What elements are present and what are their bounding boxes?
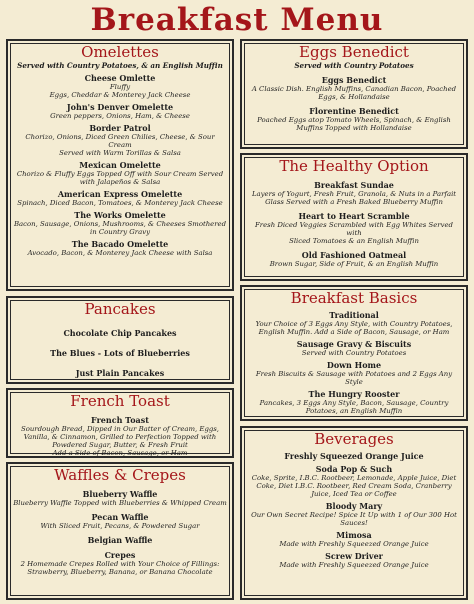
section-breakfast-basics <box>240 285 468 421</box>
menu-item-description: Eggs, Cheddar & Monterey Jack Cheese <box>49 91 191 99</box>
menu-item-description: With Sliced Fruit, Pecans, & Powdered Sugar <box>40 522 200 530</box>
section-waffles-crepes <box>6 462 234 600</box>
menu-item-description: Served with Country Potatoes <box>301 349 407 357</box>
menu-item-description: Chorizo, Onions, Diced Green Chilies, Cheese, & Sour Cream <box>25 133 215 149</box>
menu-item <box>247 361 461 386</box>
menu-item-name: Chocolate Chip Pancakes <box>63 328 177 338</box>
menu-item-description: Vanilla, & Cinnamon, Grilled to Perfection Topped with <box>23 433 217 441</box>
menu-item-name: Old Fashioned Oatmeal <box>301 250 407 260</box>
section-title: Omelettes <box>81 43 159 61</box>
menu-item <box>247 76 461 101</box>
menu-item-name: Border Patrol <box>89 123 151 133</box>
menu-item-name: Belgian Waffle <box>87 535 153 545</box>
menu-item <box>13 211 227 236</box>
menu-item-description: Fresh Diced Veggies Scrambled with Egg Whites Served with <box>255 221 453 237</box>
section-beverages <box>240 426 468 600</box>
menu-item-description: Pancakes, 3 Eggs Any Style, Bacon, Sausage, Country <box>259 399 449 407</box>
menu-item-description: Sliced Tomatoes & an English Muffin <box>289 237 419 245</box>
menu-item-name: The Works Omelette <box>74 210 166 220</box>
menu-item <box>247 212 461 245</box>
menu-item <box>247 181 461 206</box>
menu-item <box>247 552 461 569</box>
menu-item-description: Fresh Biscuits & Sausage with Potatoes and 2 Eggs Any Style <box>255 370 453 386</box>
menu-item-description: Coke, Sprite, I.B.C. Rootbeer, Lemonade, Apple Juice, Diet <box>251 474 457 482</box>
menu-item-name: French Toast <box>91 415 149 425</box>
menu-item-description: Sauces! <box>340 519 368 527</box>
menu-item-description: Avocado, Bacon, & Monterey Jack Cheese with Salsa <box>27 249 213 257</box>
menu-item <box>13 513 227 530</box>
menu-item-description: Fluffy <box>109 83 131 91</box>
menu-title: Breakfast Menu <box>90 2 384 38</box>
menu-item-name: Florentine Benedict <box>309 106 399 116</box>
section-title: Pancakes <box>84 300 156 318</box>
menu-item <box>13 490 227 507</box>
menu-item-name: Blueberry Waffle <box>82 489 158 499</box>
menu-item-name: Heart to Heart Scramble <box>298 211 410 221</box>
section-omelettes <box>6 39 234 291</box>
menu-item <box>13 329 227 338</box>
section-title: The Healthy Option <box>279 157 429 175</box>
menu-item-name: The Blues - Lots of Blueberries <box>50 348 190 358</box>
menu-item-name: Pecan Waffle <box>91 512 149 522</box>
menu-item <box>247 251 461 268</box>
menu-item-description: Bacon, Sausage, Onions, Mushrooms, & Cheeses Smothered <box>13 220 227 228</box>
menu-item <box>247 502 461 527</box>
menu-item-description: 2 Homemade Crepes Rolled with Your Choice of Fillings: <box>20 560 220 568</box>
menu-item-name: The Bacado Omelette <box>71 239 169 249</box>
menu-item-name: Screw Driver <box>325 551 383 561</box>
menu-item-description: Made with Freshly Squeezed Orange Juice <box>279 561 429 569</box>
menu-item <box>247 311 461 336</box>
menu-item-description: Your Choice of 3 Eggs Any Style, with Country Potatoes, <box>255 320 453 328</box>
section-title: Waffles & Crepes <box>54 466 186 484</box>
menu-item-description: Muffins Topped with Hollandaise <box>296 124 412 132</box>
section-subtitle: Served with Country Potatoes, & an English Muffin <box>17 61 223 70</box>
menu-item <box>247 107 461 132</box>
menu-item-name: Mimosa <box>336 530 372 540</box>
menu-item-description: Chorizo & Fluffy Eggs Topped Off with Sour Cream Served <box>16 170 224 178</box>
menu-item <box>13 536 227 545</box>
menu-item <box>247 340 461 357</box>
menu-item <box>247 465 461 498</box>
menu-item <box>13 416 227 457</box>
section-title: Breakfast Basics <box>290 289 418 307</box>
menu-item-description: A Classic Dish. English Muffins, Canadian Bacon, Poached <box>251 85 457 93</box>
menu-item-description: Coke, Diet I.B.C. Rootbeer, Red Cream Soda, Cranberry <box>256 482 452 490</box>
section-eggs-benedict <box>240 39 468 149</box>
menu-item <box>13 190 227 207</box>
menu-item-name: Soda Pop & Such <box>315 464 393 474</box>
section-subtitle: Served with Country Potatoes <box>294 61 414 70</box>
menu-item-name: John's Denver Omelette <box>66 102 174 112</box>
menu-item-description: Served with Warm Torillas & Salsa <box>59 149 181 157</box>
menu-item-name: Breakfast Sundae <box>314 180 394 190</box>
menu-item-description: Brown Sugar, Side of Fruit, & an English Muffin <box>269 260 439 268</box>
menu-item <box>13 103 227 120</box>
menu-item-description: Powdered Sugar, Butter, & Fresh Fruit <box>52 441 188 449</box>
menu-item-description: Glass Served with a Fresh Baked Blueberry Muffin <box>265 198 443 206</box>
section-french-toast <box>6 388 234 458</box>
menu-item-description: English Muffin. Add a Side of Bacon, Sausage, or Ham <box>258 328 450 336</box>
menu-item-description: Juice, Iced Tea or Coffee <box>311 490 397 498</box>
section-title: French Toast <box>70 392 170 410</box>
menu-item-name: The Hungry Rooster <box>308 389 400 399</box>
menu-item-description: in Country Gravy <box>90 228 150 236</box>
menu-item <box>13 551 227 576</box>
menu-item-description: Blueberry Waffle Topped with Blueberries & Whipped Cream <box>13 499 227 507</box>
menu-item <box>13 124 227 157</box>
menu-item-description: Potatoes, an English Muffin <box>305 407 403 415</box>
menu-item-description: Layers of Yogurt, Fresh Fruit, Granola, & Nuts in a Parfait <box>251 190 457 198</box>
menu-item <box>13 240 227 257</box>
menu-item-name: Down Home <box>326 360 382 370</box>
menu-item-name: Crepes <box>104 550 136 560</box>
menu-item <box>247 390 461 415</box>
menu-item-name: Mexican Omelette <box>79 160 161 170</box>
section-title: Beverages <box>314 430 394 448</box>
menu-item-description: Sourdough Bread, Dipped in Our Batter of Cream, Eggs, <box>20 425 219 433</box>
menu-item-description: Eggs, & Hollandaise <box>318 93 390 101</box>
menu-item-description: Our Own Secret Recipe! Spice It Up with 1 of Our 300 Hot <box>251 511 457 519</box>
menu-item <box>13 349 227 358</box>
menu-item-description: Poached Eggs atop Tomato Wheels, Spinach, & English <box>257 116 451 124</box>
menu-item-description: Strawberry, Blueberry, Banana, or Banana Chocolate <box>27 568 213 576</box>
section-title: Eggs Benedict <box>299 43 409 61</box>
section-healthy-option <box>240 153 468 281</box>
menu-item-name: Cheese Omlette <box>84 73 156 83</box>
menu-item-name: Eggs Benedict <box>321 75 387 85</box>
menu-item <box>13 74 227 99</box>
menu-item-name: American Express Omelette <box>57 189 183 199</box>
menu-item <box>247 531 461 548</box>
menu-item-description: Add a Side of Bacon, Sausage, or Ham <box>52 449 188 457</box>
menu-item-name: Just Plain Pancakes <box>75 368 165 378</box>
menu-item <box>13 369 227 378</box>
menu-item-description: Made with Freshly Squeezed Orange Juice <box>279 540 429 548</box>
menu-item-name: Traditional <box>329 310 379 320</box>
menu-item-description: Green peppers, Onions, Ham, & Cheese <box>50 112 190 120</box>
section-pancakes <box>6 296 234 384</box>
menu-item-description: with Jalapeños & Salsa <box>79 178 161 186</box>
menu-item-description: Spinach, Diced Bacon, Tomatoes, & Monterey Jack Cheese <box>17 199 223 207</box>
menu-item <box>13 161 227 186</box>
menu-item-name: Bloody Mary <box>325 501 383 511</box>
menu-item-name: Sausage Gravy & Biscuits <box>296 339 412 349</box>
menu-item-name: Freshly Squeezed Orange Juice <box>284 451 424 461</box>
menu-item <box>247 452 461 461</box>
